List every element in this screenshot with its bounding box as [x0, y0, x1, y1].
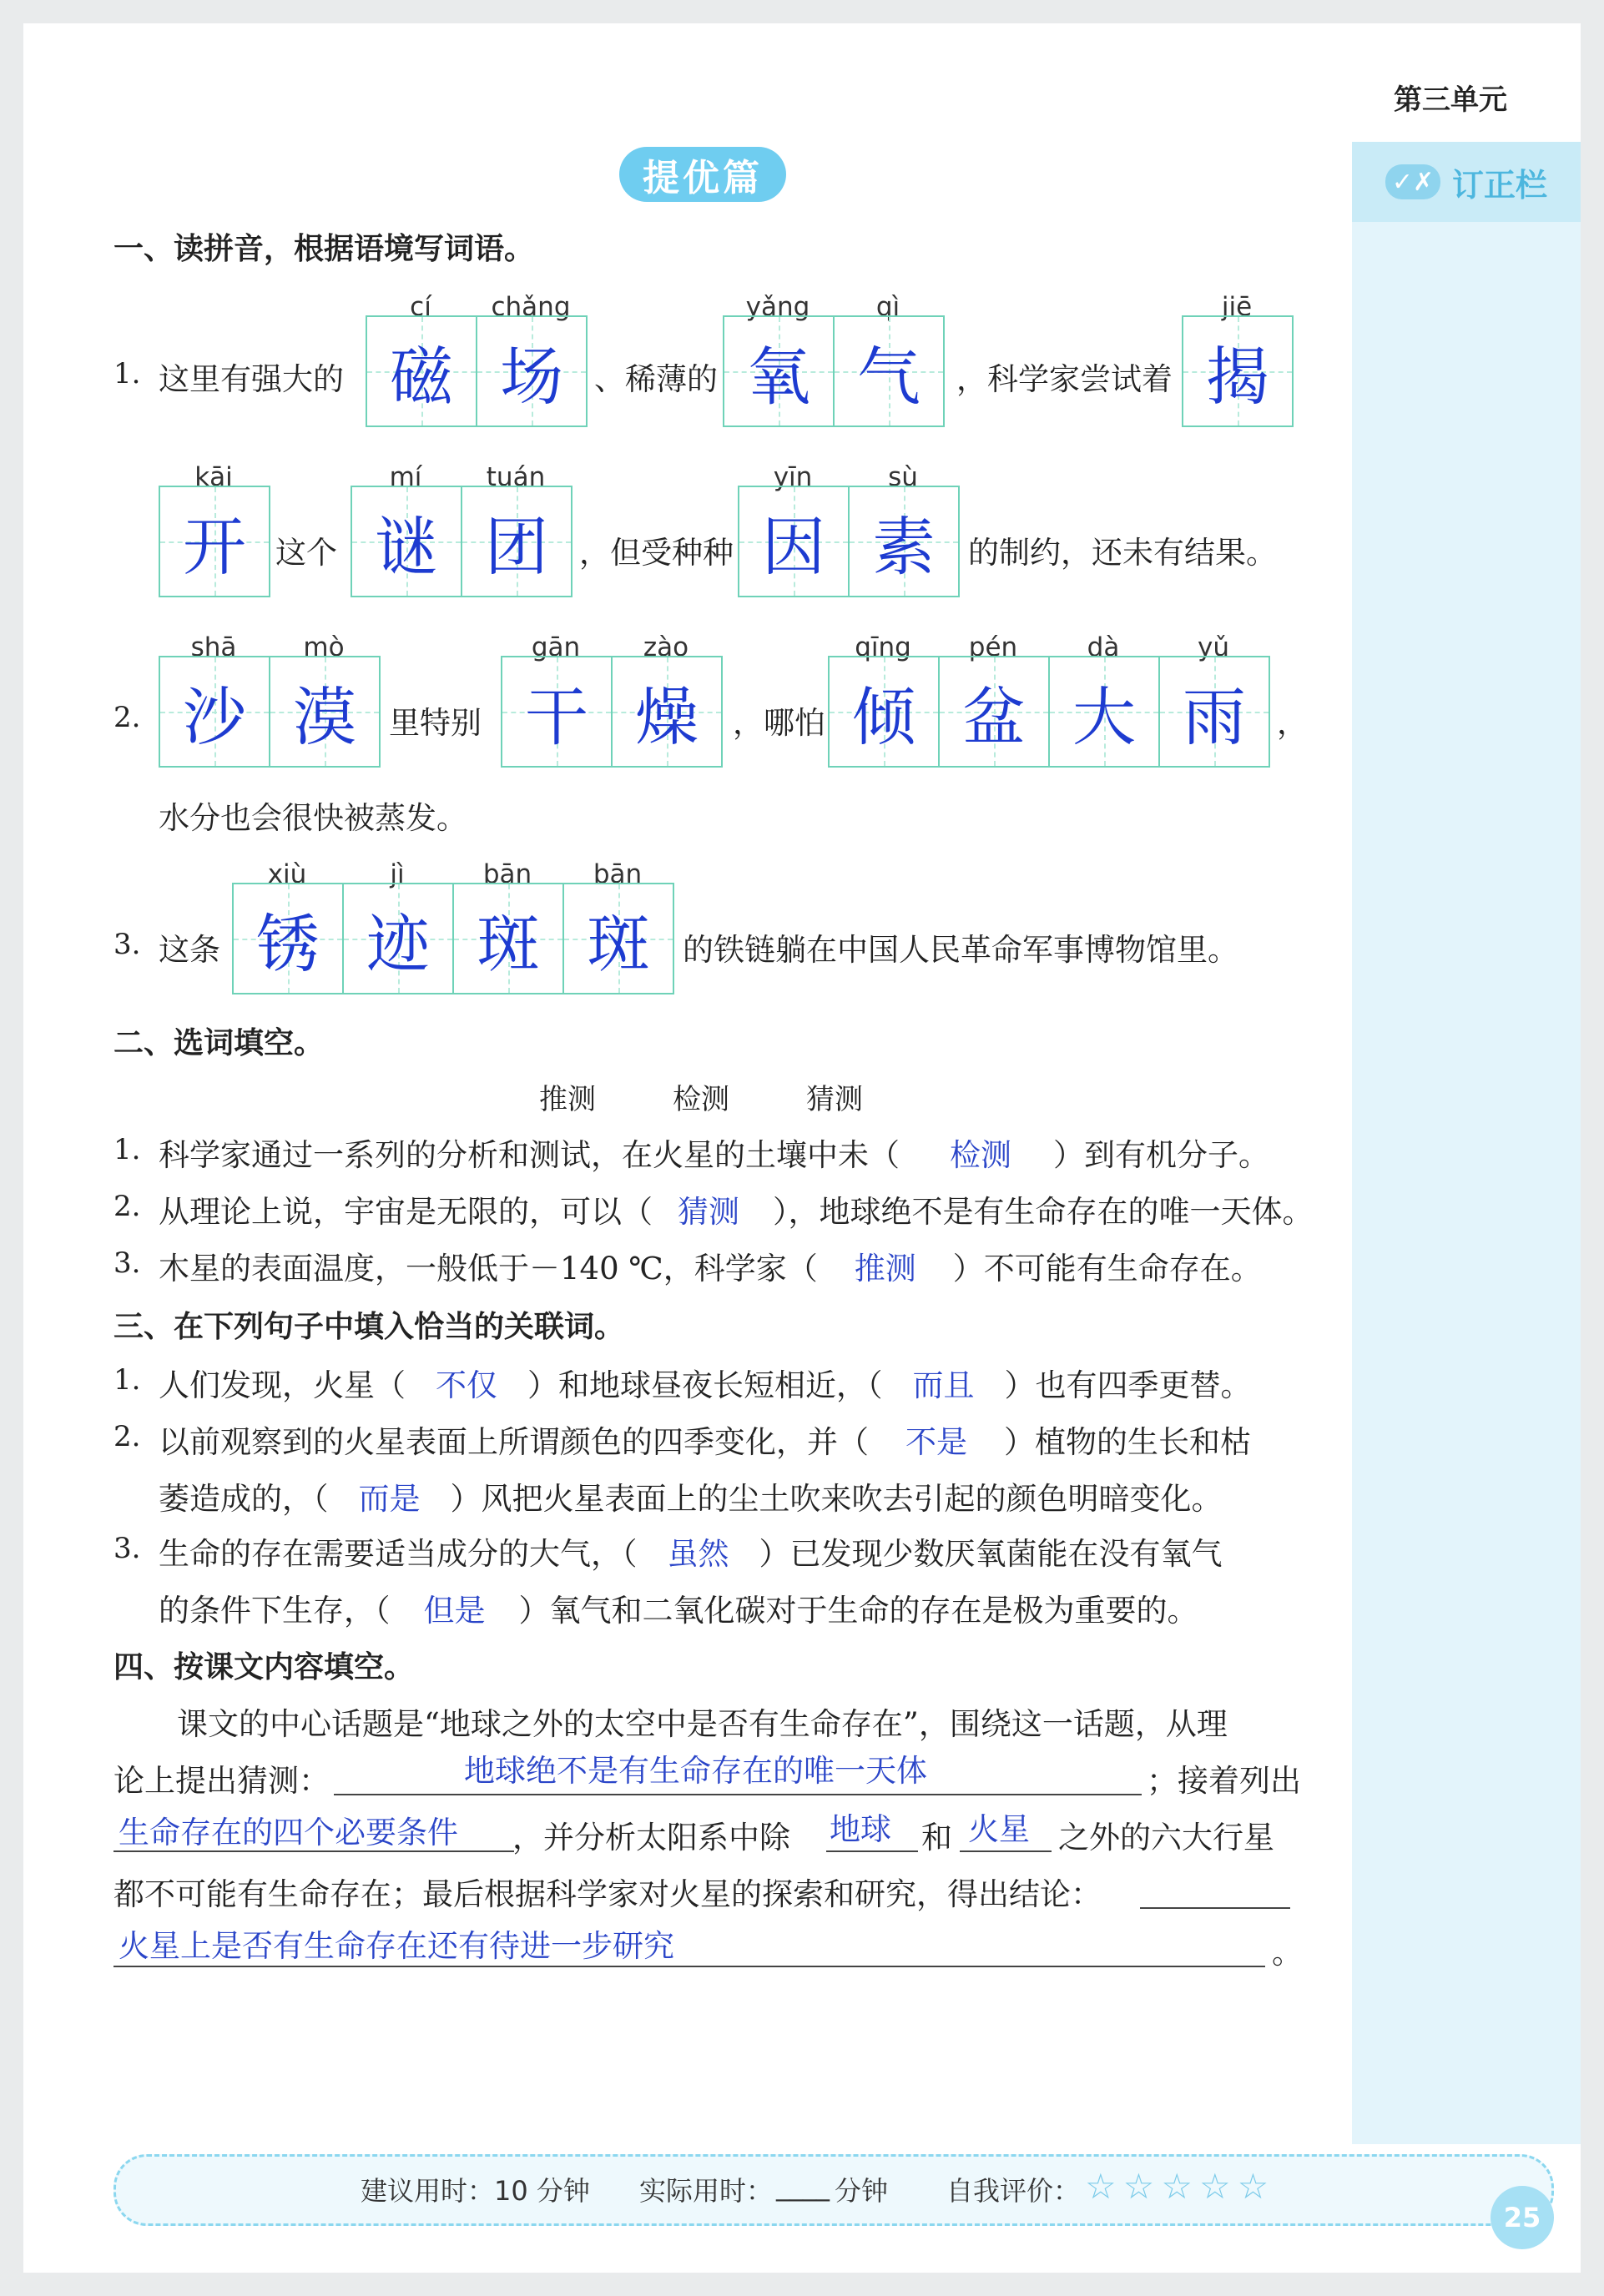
q2-text-2: ，哪怕 [733, 705, 825, 741]
s2-item-number: 2. [113, 1190, 141, 1223]
answer-text[interactable]: 火星上是否有生命存在还有待进一步研究 [119, 1928, 674, 1964]
star-icon[interactable]: ☆ [1198, 2166, 1231, 2207]
actual-time-unit: 分钟 [835, 2175, 889, 2207]
correction-sidebar [1352, 142, 1581, 2144]
answer-cell[interactable]: 斑 [562, 884, 673, 993]
answer-text[interactable]: 不仅 [436, 1367, 497, 1403]
answer-cell[interactable]: 沙 [160, 657, 269, 766]
answer-cell[interactable]: 团 [461, 487, 571, 596]
answer-cell[interactable]: 雨 [1158, 657, 1269, 766]
tianzige-grid [366, 315, 588, 427]
pinyin: xiù [267, 859, 307, 889]
tianzige-grid [738, 486, 960, 597]
q3-number: 3. [113, 928, 141, 961]
pinyin: zào [643, 632, 689, 662]
pinyin: tuán [486, 462, 546, 492]
answer-cell[interactable]: 因 [739, 487, 848, 596]
answer-text[interactable]: 地球绝不是有生命存在的唯一天体 [464, 1753, 927, 1789]
answer-cell[interactable]: 素 [848, 487, 958, 596]
q3-text-1: 这条 [159, 932, 220, 968]
s3-item-text: 人们发现，火星（ 不仅 ）和地球昼夜长短相近，（ 而且 ）也有四季更替。 [159, 1367, 1252, 1403]
s3-item-number: 2. [113, 1420, 141, 1453]
sidebar-title: 订正栏 [1451, 166, 1547, 204]
pinyin: mò [303, 632, 345, 662]
fill-line [960, 1850, 1052, 1852]
check-x-icon: ✓✗ [1385, 164, 1440, 199]
section4-title: 四、按课文内容填空。 [113, 1650, 415, 1684]
page-number: 25 [1491, 2186, 1554, 2249]
s3-item-number: 3. [113, 1532, 141, 1565]
answer-text[interactable]: 而且 [912, 1367, 975, 1403]
tianzige-grid [159, 486, 270, 597]
answer-cell[interactable]: 谜 [352, 487, 461, 596]
q1-text-4: 这个 [275, 535, 337, 571]
s4-line3a: ，并分析太阳系中除 [512, 1820, 790, 1855]
answer-text[interactable]: 地球 [830, 1811, 891, 1847]
q1-text-6: 的制约，还未有结果。 [968, 535, 1277, 571]
pinyin: shā [190, 632, 237, 662]
star-icon[interactable]: ☆ [1237, 2166, 1269, 2207]
answer-text[interactable]: 而是 [358, 1481, 421, 1517]
option-word: 猜测 [806, 1083, 863, 1116]
fill-line [334, 1794, 1142, 1795]
answer-cell[interactable]: 磁 [367, 317, 476, 425]
pinyin: cí [410, 292, 431, 322]
pinyin: bān [482, 859, 532, 889]
answer-cell[interactable]: 气 [833, 317, 943, 425]
pinyin: qīng [855, 632, 911, 662]
s2-item-number: 3. [113, 1246, 141, 1280]
self-eval-label: 自我评价： [946, 2175, 1081, 2207]
section1-title: 一、读拼音，根据语境写词语。 [113, 232, 535, 266]
s3-item-text-cont: 萎造成的，（ 而是 ）风把火星表面上的尘土吹来吹去引起的颜色明暗变化。 [159, 1481, 1223, 1517]
answer-cell[interactable]: 迹 [342, 884, 452, 993]
q1-text-2: 、稀薄的 [594, 361, 718, 397]
section3-title: 三、在下列句子中填入恰当的关联词。 [113, 1310, 625, 1344]
q1-number: 1. [113, 357, 141, 390]
section-banner: 提优篇 [619, 147, 786, 202]
tianzige-grid [501, 656, 723, 768]
s4-line2a: 论上提出猜测： [113, 1763, 330, 1799]
q2-text-3: ， [1277, 705, 1308, 741]
answer-text[interactable]: 推测 [854, 1251, 916, 1286]
star-icon[interactable]: ☆ [1161, 2166, 1193, 2207]
tianzige-grid [828, 656, 1270, 768]
s4-end: 。 [1272, 1935, 1303, 1971]
answer-cell[interactable]: 大 [1048, 657, 1158, 766]
pinyin: yǔ [1198, 632, 1229, 662]
fill-line [826, 1850, 918, 1852]
option-word: 推测 [539, 1083, 596, 1116]
s3-item-number: 1. [113, 1363, 141, 1397]
tianzige-grid [351, 486, 572, 597]
s2-item-text: 科学家通过一系列的分析和测试，在火星的土壤中未（ 检测 ）到有机分子。 [159, 1137, 1269, 1173]
q1-text-1: 这里有强大的 [159, 361, 344, 397]
answer-text[interactable]: 火星 [968, 1811, 1030, 1847]
pinyin: kāi [194, 462, 233, 492]
q1-text-5: ，但受种种 [579, 535, 734, 571]
answer-cell[interactable]: 倾 [830, 657, 938, 766]
s4-line1: 课文的中心话题是“地球之外的太空中是否有生命存在”，围绕这一话题，从理 [177, 1706, 1228, 1742]
answer-text[interactable]: 不是 [905, 1424, 967, 1460]
q1-text-3: ，科学家尝试着 [956, 361, 1173, 397]
tianzige-grid [232, 883, 674, 994]
s4-line4: 都不可能有生命存在；最后根据科学家对火星的探索和研究，得出结论： [113, 1876, 1102, 1912]
pinyin: pén [968, 632, 1018, 662]
answer-text[interactable]: 但是 [423, 1593, 486, 1629]
answer-text[interactable]: 生命存在的四个必要条件 [119, 1815, 458, 1850]
answer-text[interactable]: 猜测 [678, 1194, 739, 1230]
answer-cell[interactable]: 干 [502, 657, 611, 766]
answer-text[interactable]: 检测 [950, 1137, 1011, 1173]
tianzige-grid [1182, 315, 1294, 427]
s4-line3b: 和 [921, 1820, 952, 1855]
answer-cell[interactable]: 揭 [1183, 317, 1292, 425]
answer-text[interactable]: 虽然 [667, 1536, 729, 1572]
answer-cell[interactable]: 盆 [938, 657, 1048, 766]
tianzige-grid [723, 315, 945, 427]
pinyin: qì [875, 292, 900, 322]
answer-cell[interactable]: 场 [476, 317, 586, 425]
tianzige-grid [159, 656, 381, 768]
answer-cell[interactable]: 漠 [269, 657, 379, 766]
answer-cell[interactable]: 氧 [724, 317, 833, 425]
answer-cell[interactable]: 锈 [234, 884, 342, 993]
suggested-time: 建议用时：10 分钟 [361, 2175, 590, 2207]
s3-item-text: 以前观察到的火星表面上所谓颜色的四季变化，并（ 不是 ）植物的生长和枯 [159, 1424, 1251, 1460]
s3-item-text: 生命的存在需要适当成分的大气，（ 虽然 ）已发现少数厌氧菌能在没有氧气 [159, 1536, 1223, 1572]
pinyin: dà [1087, 632, 1120, 662]
s2-item-text: 木星的表面温度，一般低于－140 ℃，科学家（ 推测 ）不可能有生命存在。 [159, 1251, 1262, 1286]
fill-line [113, 1966, 1265, 1967]
section2-title: 二、选词填空。 [113, 1026, 325, 1060]
pinyin: jì [390, 859, 405, 889]
pinyin: jiē [1221, 292, 1253, 322]
answer-cell[interactable]: 燥 [611, 657, 721, 766]
pinyin: chǎng [491, 292, 571, 322]
s2-item-text: 从理论上说，宇宙是无限的，可以（ 猜测 ），地球绝不是有生命存在的唯一天体。 [159, 1194, 1314, 1230]
actual-time-label: 实际用时： [639, 2175, 774, 2207]
option-word: 检测 [673, 1083, 729, 1116]
q3-text-2: 的铁链躺在中国人民革命军事博物馆里。 [683, 932, 1238, 968]
pinyin: bān [593, 859, 643, 889]
s4-line3c: 之外的六大行星 [1058, 1820, 1274, 1855]
pinyin: gān [531, 632, 581, 662]
q2-number: 2. [113, 701, 141, 734]
rating-stars [1085, 2166, 1269, 2207]
unit-label: 第三单元 [1394, 83, 1507, 117]
star-icon[interactable]: ☆ [1122, 2166, 1155, 2207]
correction-sidebar-header [1352, 142, 1581, 222]
pinyin: mí [389, 462, 422, 492]
q2-text-1: 里特别 [389, 705, 482, 741]
s3-item-text-cont: 的条件下生存，（ 但是 ）氧气和二氧化碳对于生命的存在是极为重要的。 [159, 1593, 1198, 1629]
actual-time-blank[interactable]: ____ [776, 2170, 830, 2202]
footer-bar [113, 2154, 1554, 2226]
s4-line2b: ；接着列出 [1147, 1763, 1301, 1799]
fill-line [1140, 1907, 1290, 1909]
answer-cell[interactable]: 斑 [452, 884, 562, 993]
q2-text-4: 水分也会很快被蒸发。 [159, 800, 467, 836]
pinyin: yīn [773, 462, 813, 492]
pinyin: yǎng [745, 292, 810, 322]
pinyin: sù [888, 462, 918, 492]
answer-cell[interactable]: 开 [160, 487, 269, 596]
s2-item-number: 1. [113, 1133, 141, 1166]
star-icon[interactable]: ☆ [1085, 2166, 1117, 2207]
